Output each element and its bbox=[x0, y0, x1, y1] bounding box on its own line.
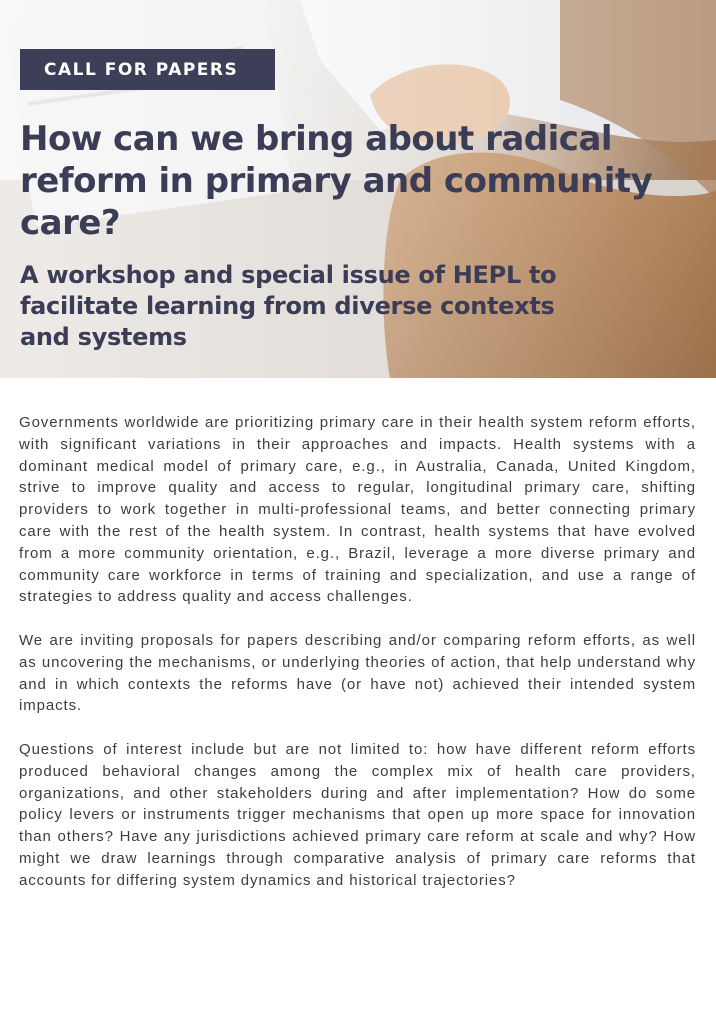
paragraph-intro: Governments worldwide are prioritizing primary care in their health system reform efforts, with significant variations in their approaches and impacts. Health systems with a dominant medical model of primary care, e.g., in Australia, Canada, United Kingdom, strive to improve quality and access to regular, longitudinal primary care, shifting providers to work together in multi-professional teams, and better connecting primary care with the rest of the health system. In contrast, health systems that have evolved from a more community orientation, e.g., Brazil, leverage a more diverse primary and community care workforce in terms of training and specialization, and use a range of strategies to address quality and access challenges. bbox=[19, 414, 696, 606]
paragraph-invitation: We are inviting proposals for papers describing and/or comparing reform efforts, as well as uncovering the mechanisms, or underlying theories of action, that help understand why and in which contexts the reforms have (or have not) achieved their intended system impacts. bbox=[19, 631, 696, 715]
call-for-papers-badge: CALL FOR PAPERS bbox=[20, 49, 275, 90]
page-title: How can we bring about radical reform in primary and community care? bbox=[20, 119, 653, 243]
page-subtitle: A workshop and special issue of HEPL to facilitate learning from diverse contexts and systems bbox=[20, 261, 557, 351]
paragraph-questions: Questions of interest include but are not limited to: how have different reform efforts produced behavioral changes among the complex mix of health care providers, organizations, and other stakeholders during and after implementation? How do some policy levers or instruments trigger mechanisms that open up more space for innovation than others? Have any jurisdictions achieved primary care reform at scale and why? How might we draw learnings through comparative analysis of primary care reforms that accounts for differing system dynamics and historical trajectories? bbox=[19, 740, 696, 889]
hero-banner bbox=[0, 0, 716, 378]
body-text bbox=[19, 412, 696, 913]
